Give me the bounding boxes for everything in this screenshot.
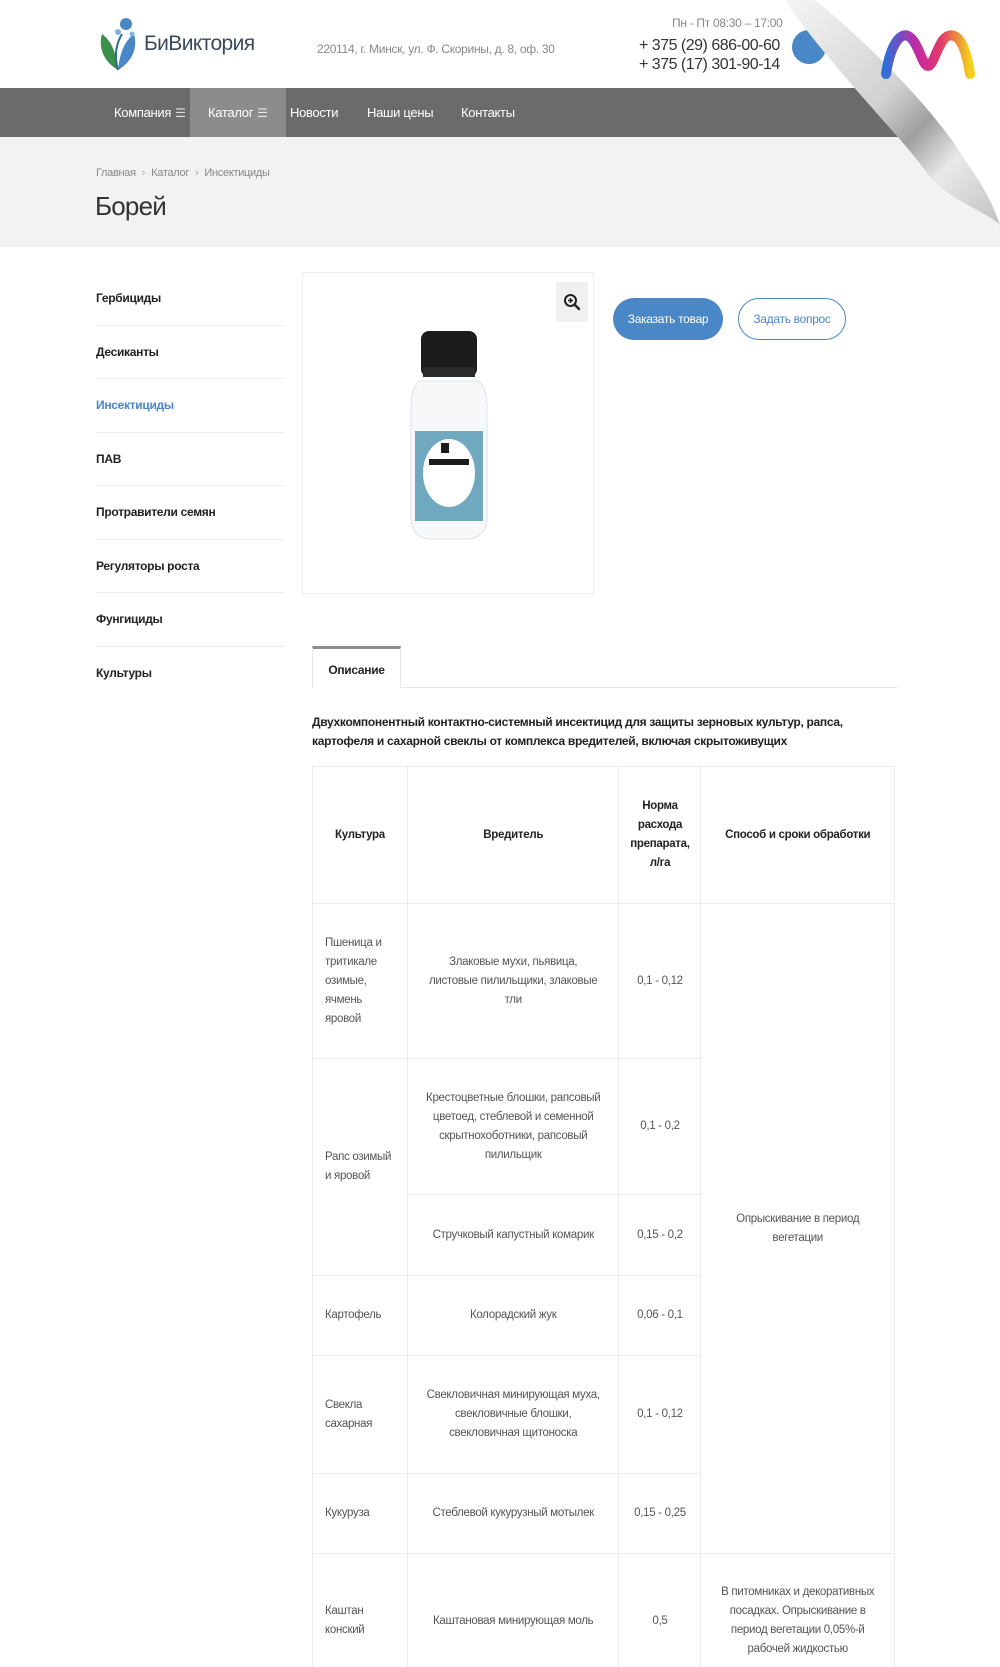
breadcrumb-separator: › (141, 167, 146, 179)
working-hours: Пн - Пт 08:30 – 17:00 (672, 16, 783, 30)
table-header-row (313, 767, 895, 904)
cell-rate: 0,1 - 0,2 (619, 1059, 701, 1195)
nav-item-prices[interactable] (349, 88, 451, 137)
cell-rate: 0,15 - 0,25 (619, 1474, 701, 1554)
cell-rate: 0,5 (619, 1554, 701, 1667)
brand-name: БиВиктория (144, 32, 255, 55)
page-title: Борей (95, 191, 166, 221)
cell-rate: 0,15 - 0,2 (619, 1195, 701, 1276)
product-image-box[interactable] (302, 272, 594, 594)
sidebar-item-crops[interactable]: Культуры (96, 665, 152, 680)
nav-item-contacts[interactable] (443, 88, 533, 137)
cell-method-main: Опрыскивание в период вегетации (701, 904, 895, 1554)
table-row (313, 904, 895, 1059)
ask-question-button[interactable]: Задать вопрос (738, 298, 846, 340)
breadcrumb (96, 167, 270, 179)
product-tabs (312, 646, 897, 688)
sidebar-item-growth-regulators[interactable]: Регуляторы роста (96, 540, 284, 594)
order-product-button[interactable]: Заказать товар (613, 298, 723, 340)
cell-crop: Кукуруза (313, 1474, 408, 1554)
cell-crop: Каштан конский (313, 1554, 408, 1667)
nav-item-label: Новости (290, 105, 339, 120)
table-row (313, 1554, 895, 1667)
zoom-button[interactable] (556, 282, 588, 322)
m-logo-icon (878, 26, 978, 80)
cell-crop: Пшеница и тритикале озимые, ячмень яровой (313, 904, 408, 1059)
cell-pest: Крестоцветные блошки, рапсовый цветоед, стеблевой и семенной скрытнохоботники, рапсовый пилильщик (407, 1059, 619, 1195)
column-header-rate: Норма расхода препарата, л/га (619, 767, 701, 904)
column-header-pest: Вредитель (407, 767, 619, 904)
tab-description[interactable]: Описание (312, 646, 401, 688)
product-description: Двухкомпонентный контактно-системный инсектицид для защиты зерновых культур, рапса, картофеля и сахарной свеклы от комплекса вредителей, включая скрытоживущих (312, 715, 843, 748)
zoom-in-icon (563, 293, 581, 311)
menu-icon: ☰ (175, 106, 186, 120)
phone-1[interactable]: + 375 (29) 686-00-60 (639, 37, 780, 54)
cell-crop: Картофель (313, 1276, 408, 1356)
cell-rate: 0,1 - 0,12 (619, 904, 701, 1059)
cell-method: В питомниках и декоративных посадках. Опрыскивание в период вегетации 0,05%-й рабочей жидкостью (701, 1554, 895, 1667)
brand-logo[interactable] (96, 16, 255, 72)
sidebar-item-surfactants[interactable]: ПАВ (96, 433, 284, 487)
cell-rate: 0,06 - 0,1 (619, 1276, 701, 1356)
sidebar-item-herbicides[interactable]: Гербициды (96, 272, 284, 326)
cell-crop: Свекла сахарная (313, 1356, 408, 1474)
breadcrumb-catalog[interactable]: Каталог (151, 167, 190, 179)
cell-pest: Стеблевой кукурузный мотылек (407, 1474, 619, 1554)
sidebar-item-fungicides[interactable]: Фунгициды (96, 593, 284, 647)
breadcrumb-home[interactable]: Главная (96, 167, 136, 179)
header-address: 220114, г. Минск, ул. Ф. Скорины, д. 8, оф. 30 (317, 42, 555, 56)
nav-item-label: Наши цены (367, 105, 434, 120)
phone-2[interactable]: + 375 (17) 301-90-14 (639, 56, 780, 73)
cell-pest: Злаковые мухи, пьявица, листовые пилильщики, злаковые тли (407, 904, 619, 1059)
application-table (312, 766, 895, 1667)
nav-item-news[interactable] (272, 88, 356, 137)
product-bottle-image (409, 331, 489, 541)
leaf-logo-icon (96, 16, 140, 72)
cell-pest: Каштановая минирующая моль (407, 1554, 619, 1667)
nav-item-label: Каталог (208, 105, 254, 120)
breadcrumb-current: Инсектициды (204, 167, 270, 179)
cell-pest: Колорадский жук (407, 1276, 619, 1356)
column-header-crop: Культура (313, 767, 408, 904)
sidebar-item-desiccants[interactable]: Десиканты (96, 326, 284, 380)
cell-rate: 0,1 - 0,12 (619, 1356, 701, 1474)
category-sidebar (96, 272, 284, 700)
nav-item-label: Компания (114, 105, 172, 120)
sidebar-item-insecticides[interactable]: Инсектициды (96, 379, 284, 433)
breadcrumb-separator: › (195, 167, 199, 179)
cell-crop: Рапс озимый и яровой (313, 1059, 408, 1276)
cell-pest: Свекловичная минирующая муха, свекловичные блошки, свекловичная щитоноска (407, 1356, 619, 1474)
cell-pest: Стручковый капустный комарик (407, 1195, 619, 1276)
nav-item-label: Контакты (461, 105, 515, 120)
sidebar-item-seed-treatments[interactable]: Протравители семян (96, 486, 284, 540)
menu-icon: ☰ (257, 106, 268, 120)
nav-item-company[interactable] (96, 88, 204, 137)
column-header-method: Способ и сроки обработки (701, 767, 895, 904)
